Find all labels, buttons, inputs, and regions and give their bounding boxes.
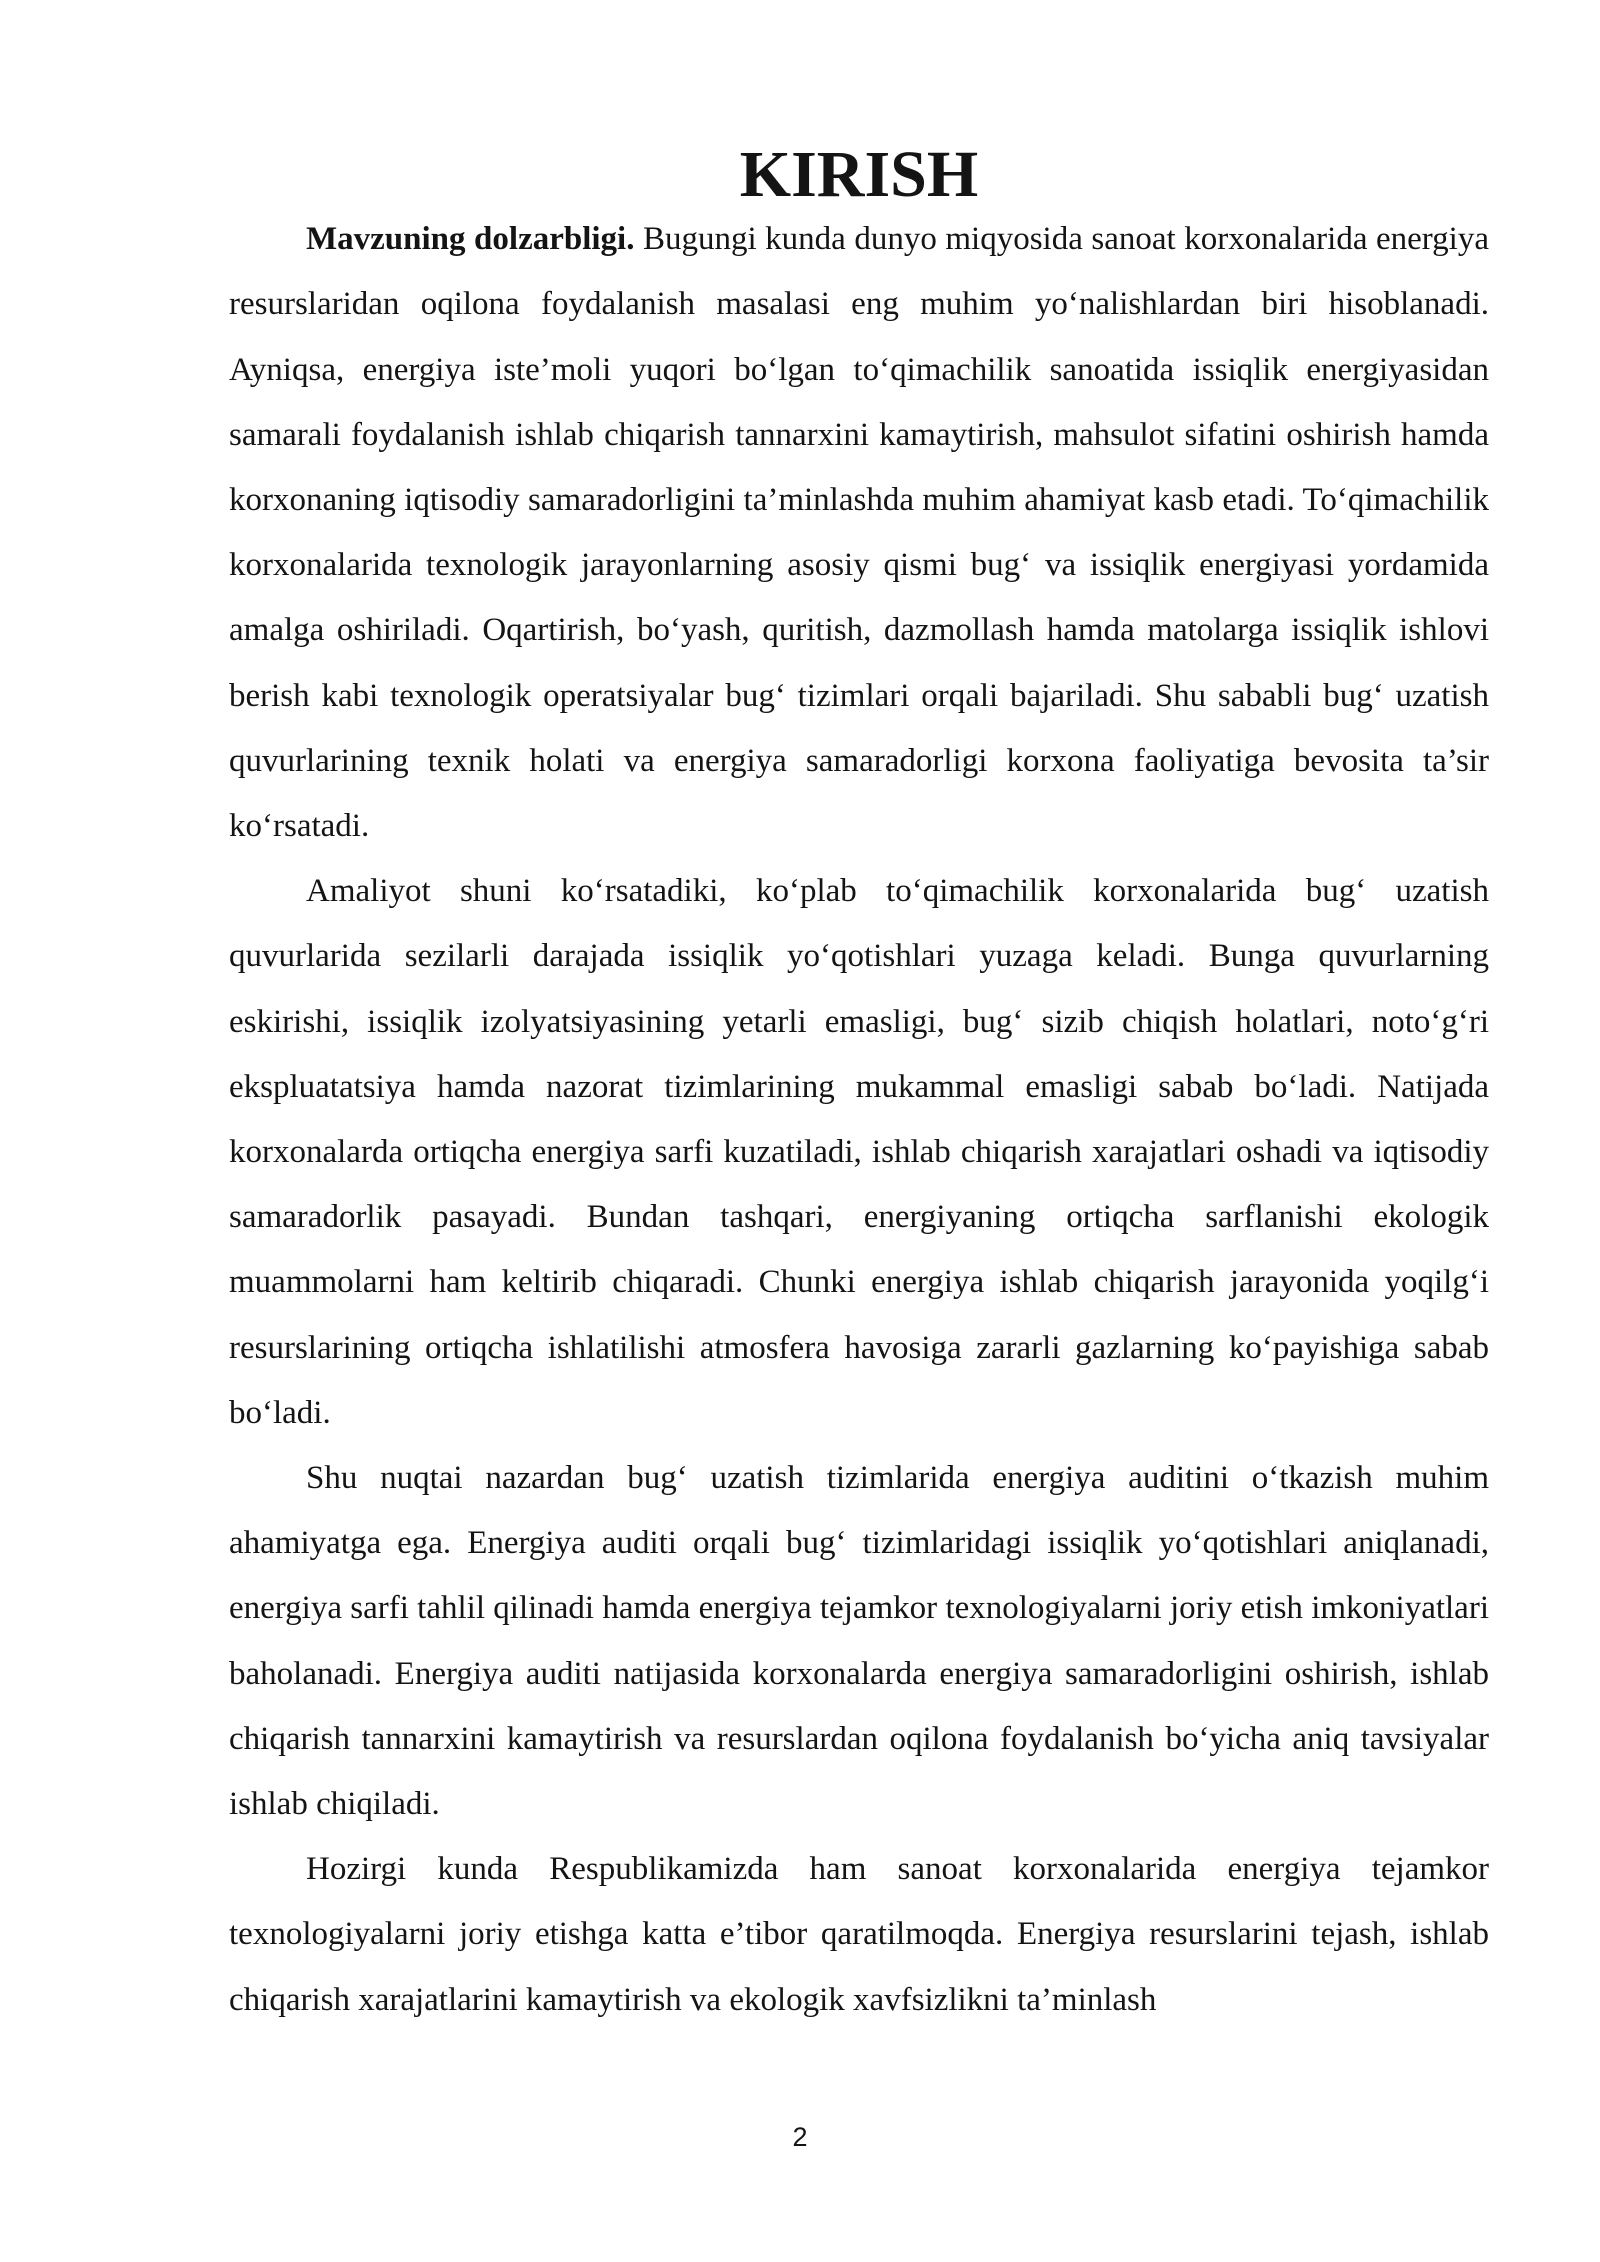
paragraph-lead: Mavzuning dolzarbligi. [306, 221, 635, 258]
paragraph-republic: Hozirgi kunda Respublikamizda ham sanoat korxonalarida energiya tejamkor texnologiyalarni joriy etishga katta e’tibor qaratilmoqda. Energiya resurslarini tejash, ishlab chiqarish xarajatlarini kamaytirish va ekologik xavfsizlikni ta’minlash [229, 1851, 1489, 2018]
section-heading: KIRISH [739, 138, 979, 211]
page-body [229, 138, 1489, 2033]
page-number: 2 [792, 2122, 808, 2152]
paragraph-relevance [229, 207, 1489, 859]
paragraph-practice: Amaliyot shuni ko‘rsatadiki, ko‘plab to‘qimachilik korxonalarida bug‘ uzatish quvurlarida sezilarli darajada issiqlik yo‘qotishlari yuzaga keladi. Bunga quvurlarning eskirishi, issiqlik izolyatsiyasining yetarli emasligi, bug‘ sizib chiqish holatlari, noto‘g‘ri ekspluatatsiya hamda nazorat tizimlarining mukammal emasligi sabab bo‘ladi. Natijada korxonalarda ortiqcha energiya sarfi kuzatiladi, ishlab chiqarish xarajatlari oshadi va iqtisodiy samaradorlik pasayadi. Bundan tashqari, energiyaning ortiqcha sarflanishi ekologik muammolarni ham keltirib chiqaradi. Chunki energiya ishlab chiqarish jarayonida yoqilg‘i resurslarining ortiqcha ishlatilishi atmosfera havosiga zararli gazlarning ko‘payishiga sabab bo‘ladi. [229, 873, 1489, 1431]
paragraph-energy-audit: Shu nuqtai nazardan bug‘ uzatish tizimlarida energiya auditini o‘tkazish muhim ahamiyatga ega. Energiya auditi orqali bug‘ tizimlaridagi issiqlik yo‘qotishlari aniqlanadi, energiya sarfi tahlil qilinadi hamda energiya tejamkor texnologiyalarni joriy etish imkoniyatlari baholanadi. Energiya auditi natijasida korxonalarda energiya samaradorligini oshirish, ishlab chiqarish tannarxini kamaytirish va resurslardan oqilona foydalanish bo‘yicha aniq tavsiyalar ishlab chiqiladi. [229, 1460, 1489, 1823]
paragraph-text: Bugungi kunda dunyo miqyosida sanoat korxonalarida energiya resurslaridan oqilona foydalanish masalasi eng muhim yo‘nalishlardan biri hisoblanadi. Ayniqsa, energiya iste’moli yuqori bo‘lgan to‘qimachilik sanoatida issiqlik energiyasidan samarali foydalanish ishlab chiqarish tannarxini kamaytirish, mahsulot sifatini oshirish hamda korxonaning iqtisodiy samaradorligini ta’minlashda muhim ahamiyat kasb etadi. To‘qimachilik korxonalarida texnologik jarayonlarning asosiy qismi bug‘ va issiqlik energiyasi yordamida amalga oshiriladi. Oqartirish, bo‘yash, quritish, dazmollash hamda matolarga issiqlik ishlovi berish kabi texnologik operatsiyalar bug‘ tizimlari orqali bajariladi. Shu sababli bug‘ uzatish quvurlarining texnik holati va energiya samaradorligi korxona faoliyatiga bevosita ta’sir ko‘rsatadi. [229, 221, 1489, 845]
